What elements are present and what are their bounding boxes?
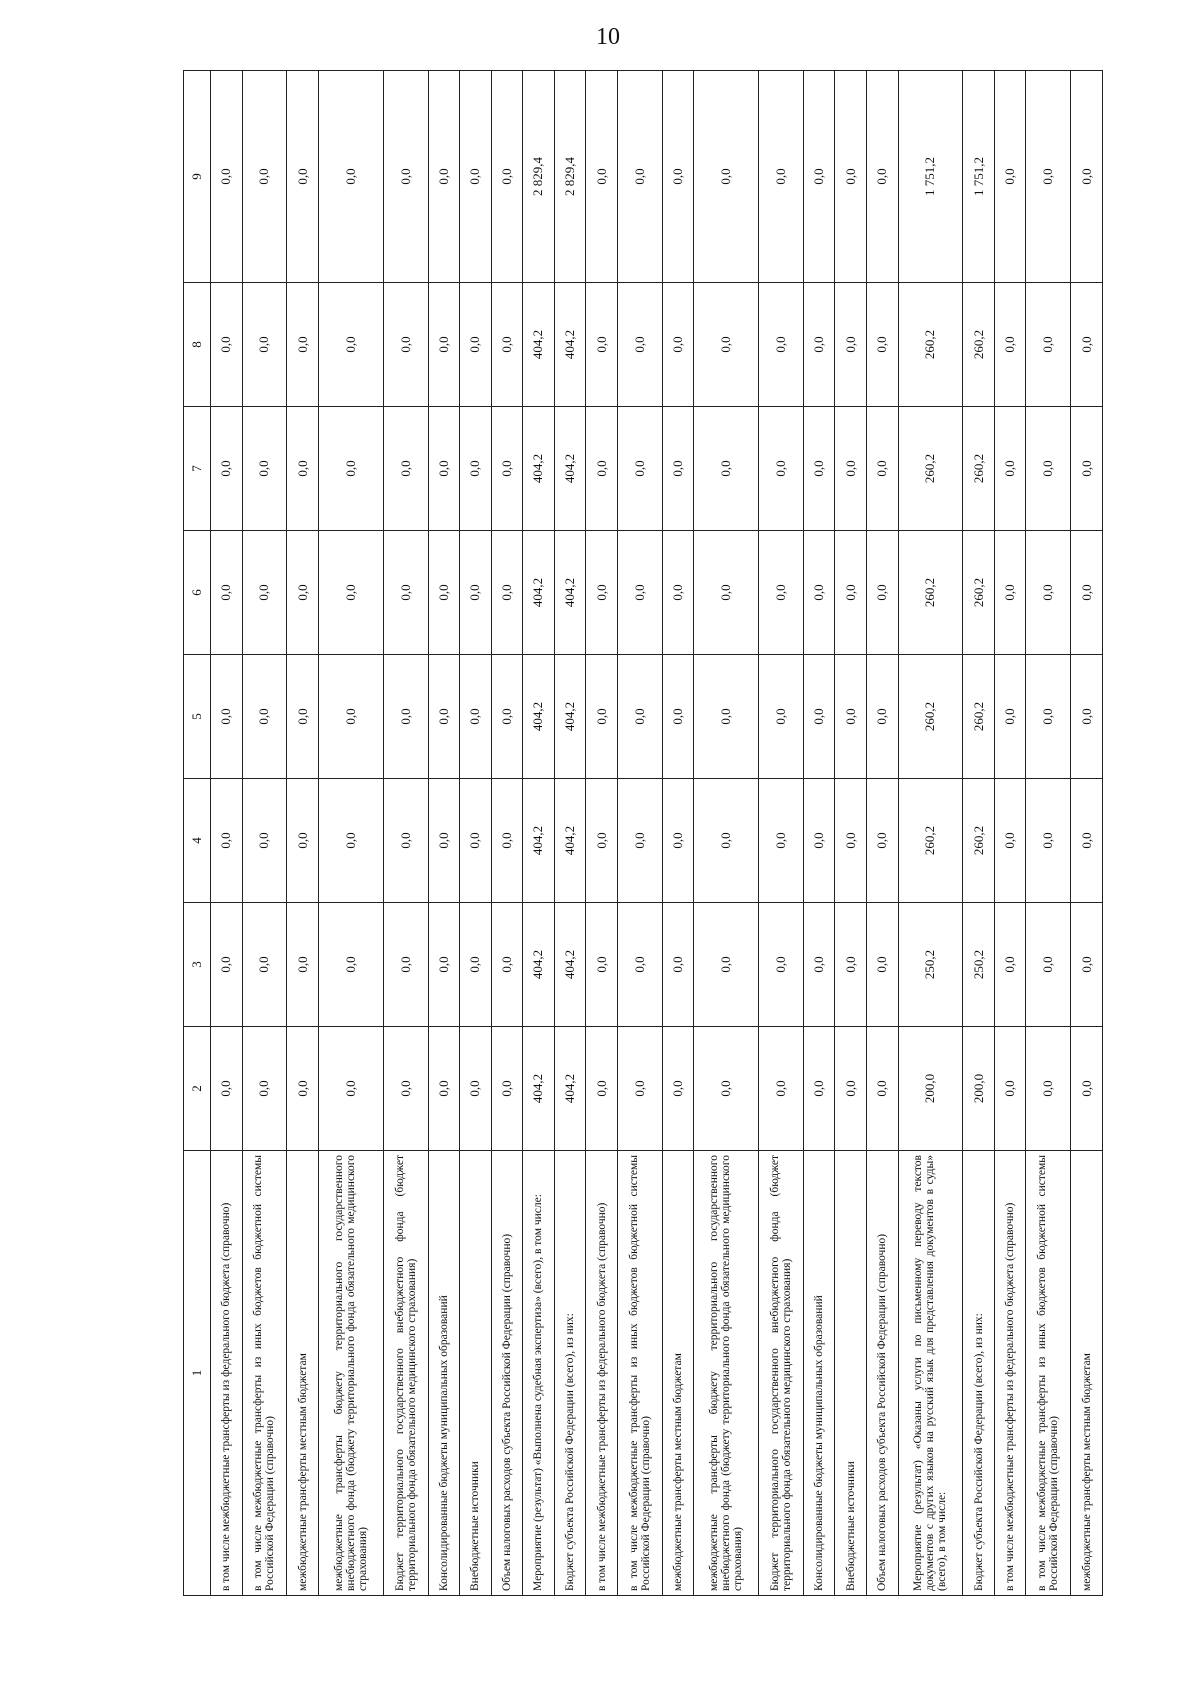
value-cell: 0,0 [759,1027,804,1151]
value-cell: 0,0 [662,903,694,1027]
value-cell: 0,0 [994,655,1026,779]
value-cell: 0,0 [617,779,662,903]
value-cell: 0,0 [586,71,618,283]
table-row [491,71,523,1596]
value-cell: 0,0 [242,407,287,531]
value-cell: 0,0 [211,903,243,1027]
table-row [759,71,804,1596]
value-cell: 0,0 [694,283,759,407]
value-cell: 0,0 [662,283,694,407]
row-label: межбюджетные трансферты бюджету территориального государственного внебюджетного фонда (бюджету территориального фонда обязательного медицинского страхования) [318,1151,383,1596]
value-cell: 0,0 [287,903,319,1027]
table-body [211,71,1103,1596]
value-cell: 0,0 [491,71,523,283]
value-cell: 0,0 [428,71,460,283]
value-cell: 0,0 [994,407,1026,531]
value-cell: 0,0 [694,779,759,903]
value-cell: 200,0 [898,1027,963,1151]
row-label: в том числе межбюджетные трансферты из федерального бюджета (справочно) [586,1151,618,1596]
value-cell: 0,0 [491,655,523,779]
value-cell: 0,0 [835,71,867,283]
value-cell: 0,0 [491,903,523,1027]
value-cell: 0,0 [835,903,867,1027]
value-cell: 404,2 [554,407,586,531]
value-cell: 0,0 [694,903,759,1027]
value-cell: 0,0 [994,283,1026,407]
row-label: Бюджет территориального государственного внебюджетного фонда (бюджет территориального фонда обязательного медицинского страхования) [759,1151,804,1596]
value-cell: 0,0 [287,407,319,531]
value-cell: 0,0 [428,779,460,903]
value-cell: 260,2 [963,407,995,531]
value-cell: 0,0 [994,1027,1026,1151]
column-header-8: 8 [184,283,211,407]
table-row [211,71,243,1596]
value-cell: 0,0 [318,1027,383,1151]
value-cell: 404,2 [523,407,555,531]
value-cell: 0,0 [428,407,460,531]
value-cell: 260,2 [898,655,963,779]
table-row [383,71,428,1596]
value-cell: 0,0 [586,779,618,903]
value-cell: 0,0 [835,1027,867,1151]
value-cell: 0,0 [287,531,319,655]
value-cell: 0,0 [287,655,319,779]
value-cell: 0,0 [803,531,835,655]
value-cell: 0,0 [662,779,694,903]
value-cell: 404,2 [523,531,555,655]
value-cell: 0,0 [460,407,492,531]
value-cell: 0,0 [617,531,662,655]
value-cell: 260,2 [898,779,963,903]
value-cell: 0,0 [617,71,662,283]
table-row [898,71,963,1596]
row-label: межбюджетные трансферты бюджету территориального государственного внебюджетного фонда (бюджету территориального фонда обязательного медицинского страхования) [694,1151,759,1596]
value-cell: 0,0 [1026,531,1071,655]
value-cell: 0,0 [242,1027,287,1151]
table-row [554,71,586,1596]
header-row [184,71,211,1596]
row-label: межбюджетные трансферты местным бюджетам [662,1151,694,1596]
value-cell: 0,0 [287,71,319,283]
table-row [803,71,835,1596]
value-cell: 0,0 [866,71,898,283]
value-cell: 0,0 [1071,531,1103,655]
value-cell: 0,0 [617,1027,662,1151]
value-cell: 0,0 [211,655,243,779]
value-cell: 0,0 [318,655,383,779]
value-cell: 0,0 [759,655,804,779]
value-cell: 0,0 [287,283,319,407]
value-cell: 0,0 [586,1027,618,1151]
value-cell: 404,2 [554,903,586,1027]
value-cell: 0,0 [617,903,662,1027]
value-cell: 0,0 [383,71,428,283]
value-cell: 0,0 [211,1027,243,1151]
value-cell: 0,0 [460,283,492,407]
value-cell: 1 751,2 [963,71,995,283]
value-cell: 260,2 [963,779,995,903]
row-label: Бюджет субъекта Российской Федерации (всего), из них: [963,1151,995,1596]
value-cell: 0,0 [242,903,287,1027]
column-header-1: 1 [184,1151,211,1596]
page-number: 10 [596,24,620,50]
value-cell: 0,0 [759,903,804,1027]
row-label: Консолидированные бюджеты муниципальных образований [803,1151,835,1596]
row-label: Консолидированные бюджеты муниципальных образований [428,1151,460,1596]
value-cell: 0,0 [1026,655,1071,779]
value-cell: 0,0 [383,531,428,655]
value-cell: 0,0 [383,407,428,531]
value-cell: 260,2 [963,531,995,655]
value-cell: 0,0 [662,1027,694,1151]
row-label: Бюджет территориального государственного внебюджетного фонда (бюджет территориального фонда обязательного медицинского страхования) [383,1151,428,1596]
value-cell: 0,0 [994,531,1026,655]
table-row [428,71,460,1596]
value-cell: 0,0 [318,71,383,283]
value-cell: 0,0 [994,71,1026,283]
value-cell: 0,0 [866,407,898,531]
table-row [242,71,287,1596]
value-cell: 2 829,4 [554,71,586,283]
column-header-2: 2 [184,1027,211,1151]
column-header-5: 5 [184,655,211,779]
value-cell: 0,0 [803,1027,835,1151]
value-cell: 0,0 [242,531,287,655]
value-cell: 404,2 [523,655,555,779]
value-cell: 0,0 [1071,407,1103,531]
row-label: в том числе межбюджетные трансферты из иных бюджетов бюджетной системы Российской Федерации (справочно) [1026,1151,1071,1596]
value-cell: 0,0 [866,531,898,655]
row-label: Внебюджетные источники [835,1151,867,1596]
value-cell: 0,0 [803,903,835,1027]
value-cell: 0,0 [586,655,618,779]
value-cell: 0,0 [866,655,898,779]
value-cell: 0,0 [287,1027,319,1151]
row-label: в том числе межбюджетные трансферты из иных бюджетов бюджетной системы Российской Федерации (справочно) [617,1151,662,1596]
value-cell: 0,0 [460,655,492,779]
value-cell: 0,0 [662,71,694,283]
row-label: в том числе межбюджетные трансферты из иных бюджетов бюджетной системы Российской Федерации (справочно) [242,1151,287,1596]
value-cell: 0,0 [1026,283,1071,407]
column-header-6: 6 [184,531,211,655]
value-cell: 0,0 [242,283,287,407]
value-cell: 0,0 [586,283,618,407]
value-cell: 260,2 [898,283,963,407]
table-row [1026,71,1071,1596]
value-cell: 404,2 [554,283,586,407]
value-cell: 0,0 [803,779,835,903]
value-cell: 0,0 [383,903,428,1027]
table-row [994,71,1026,1596]
value-cell: 0,0 [211,779,243,903]
value-cell: 0,0 [835,779,867,903]
value-cell: 0,0 [287,779,319,903]
value-cell: 0,0 [662,655,694,779]
table-row [523,71,555,1596]
row-label: Мероприятие (результат) «Оказаны услуги по письменному переводу текстов документов с других языков на русский язык для представления документов в суды» (всего), в том числе: [898,1151,963,1596]
value-cell: 250,2 [898,903,963,1027]
value-cell: 0,0 [383,779,428,903]
value-cell: 0,0 [460,1027,492,1151]
value-cell: 0,0 [428,1027,460,1151]
budget-table [183,70,1103,1596]
value-cell: 0,0 [242,71,287,283]
value-cell: 0,0 [1071,655,1103,779]
value-cell: 0,0 [866,1027,898,1151]
value-cell: 404,2 [523,283,555,407]
value-cell: 0,0 [428,283,460,407]
value-cell: 0,0 [242,655,287,779]
value-cell: 0,0 [383,283,428,407]
value-cell: 0,0 [1026,903,1071,1027]
value-cell: 0,0 [835,407,867,531]
table-row [287,71,319,1596]
value-cell: 1 751,2 [898,71,963,283]
table-row [460,71,492,1596]
value-cell: 0,0 [866,903,898,1027]
value-cell: 0,0 [617,407,662,531]
value-cell: 0,0 [866,779,898,903]
value-cell: 0,0 [803,407,835,531]
row-label: в том числе межбюджетные трансферты из федерального бюджета (справочно) [994,1151,1026,1596]
value-cell: 260,2 [963,655,995,779]
table-row [318,71,383,1596]
value-cell: 0,0 [318,283,383,407]
table-row [662,71,694,1596]
row-label: Мероприятие (результат) «Выполнена судебная экспертиза» (всего), в том числе: [523,1151,555,1596]
value-cell: 0,0 [694,407,759,531]
row-label: Внебюджетные источники [460,1151,492,1596]
value-cell: 260,2 [963,283,995,407]
value-cell: 0,0 [1071,71,1103,283]
value-cell: 0,0 [491,1027,523,1151]
value-cell: 0,0 [866,283,898,407]
value-cell: 0,0 [835,531,867,655]
value-cell: 404,2 [554,531,586,655]
value-cell: 0,0 [694,655,759,779]
value-cell: 0,0 [803,71,835,283]
value-cell: 0,0 [1026,407,1071,531]
value-cell: 0,0 [491,283,523,407]
value-cell: 0,0 [759,779,804,903]
value-cell: 404,2 [523,779,555,903]
row-label: межбюджетные трансферты местным бюджетам [1071,1151,1103,1596]
value-cell: 0,0 [1026,71,1071,283]
value-cell: 404,2 [554,779,586,903]
table-row [963,71,995,1596]
value-cell: 0,0 [211,71,243,283]
value-cell: 200,0 [963,1027,995,1151]
value-cell: 0,0 [1071,1027,1103,1151]
value-cell: 0,0 [211,283,243,407]
value-cell: 0,0 [318,407,383,531]
row-label: Объем налоговых расходов субъекта Российской Федерации (справочно) [491,1151,523,1596]
value-cell: 0,0 [491,407,523,531]
value-cell: 0,0 [383,1027,428,1151]
row-label: в том числе межбюджетные трансферты из федерального бюджета (справочно) [211,1151,243,1596]
value-cell: 404,2 [523,1027,555,1151]
value-cell: 404,2 [554,655,586,779]
value-cell: 0,0 [759,407,804,531]
value-cell: 260,2 [898,407,963,531]
value-cell: 0,0 [1026,779,1071,903]
value-cell: 0,0 [318,779,383,903]
value-cell: 260,2 [898,531,963,655]
value-cell: 0,0 [491,779,523,903]
table-row [866,71,898,1596]
value-cell: 0,0 [460,903,492,1027]
value-cell: 0,0 [318,903,383,1027]
row-label: Бюджет субъекта Российской Федерации (всего), из них: [554,1151,586,1596]
value-cell: 0,0 [1071,779,1103,903]
value-cell: 0,0 [460,71,492,283]
table-row [694,71,759,1596]
value-cell: 0,0 [491,531,523,655]
value-cell: 0,0 [617,283,662,407]
value-cell: 0,0 [428,531,460,655]
value-cell: 0,0 [994,903,1026,1027]
value-cell: 0,0 [835,283,867,407]
value-cell: 0,0 [460,779,492,903]
value-cell: 0,0 [383,655,428,779]
value-cell: 404,2 [554,1027,586,1151]
value-cell: 0,0 [586,531,618,655]
value-cell: 0,0 [759,283,804,407]
value-cell: 0,0 [694,531,759,655]
value-cell: 2 829,4 [523,71,555,283]
table-row [617,71,662,1596]
value-cell: 0,0 [803,655,835,779]
table-row [586,71,618,1596]
value-cell: 0,0 [428,655,460,779]
value-cell: 0,0 [211,407,243,531]
value-cell: 0,0 [586,903,618,1027]
value-cell: 0,0 [318,531,383,655]
value-cell: 0,0 [694,1027,759,1151]
column-header-9: 9 [184,71,211,283]
row-label: Объем налоговых расходов субъекта Российской Федерации (справочно) [866,1151,898,1596]
value-cell: 0,0 [460,531,492,655]
value-cell: 0,0 [759,531,804,655]
value-cell: 404,2 [523,903,555,1027]
column-header-7: 7 [184,407,211,531]
column-header-3: 3 [184,903,211,1027]
value-cell: 0,0 [662,407,694,531]
value-cell: 0,0 [662,531,694,655]
value-cell: 250,2 [963,903,995,1027]
value-cell: 0,0 [835,655,867,779]
value-cell: 0,0 [1071,903,1103,1027]
value-cell: 0,0 [242,779,287,903]
table-row [835,71,867,1596]
value-cell: 0,0 [586,407,618,531]
value-cell: 0,0 [694,71,759,283]
column-header-4: 4 [184,779,211,903]
row-label: межбюджетные трансферты местным бюджетам [287,1151,319,1596]
value-cell: 0,0 [211,531,243,655]
value-cell: 0,0 [759,71,804,283]
value-cell: 0,0 [994,779,1026,903]
value-cell: 0,0 [617,655,662,779]
value-cell: 0,0 [1026,1027,1071,1151]
value-cell: 0,0 [428,903,460,1027]
table-row [1071,71,1103,1596]
value-cell: 0,0 [1071,283,1103,407]
rotated-table-container [183,71,1103,1596]
value-cell: 0,0 [803,283,835,407]
